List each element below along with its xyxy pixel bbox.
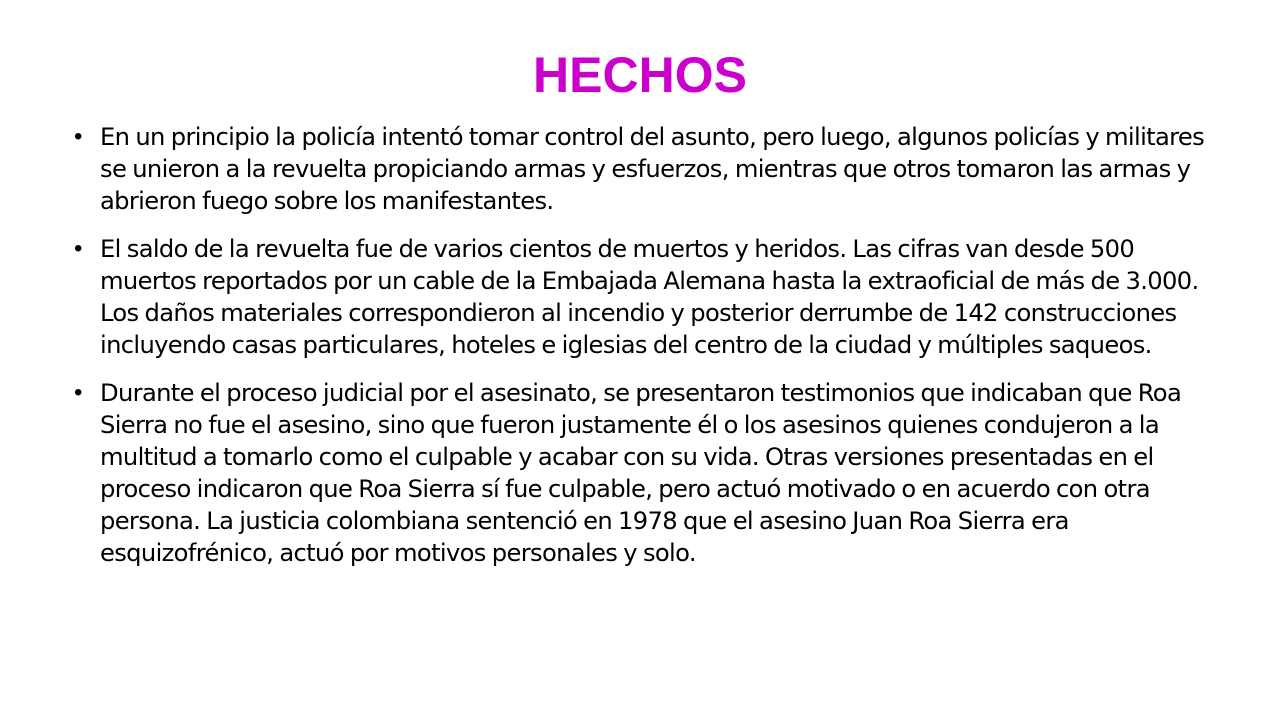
bullet-item (74, 233, 1224, 361)
bullet-item (74, 377, 1224, 569)
bullet-text: En un principio la policía intentó tomar control del asunto, pero luego, algunos policías y militares se unieron a la revuelta propiciando armas y esfuerzos, mientras que otros tomaron las armas y abrieron fuego sobre los manifestantes. (100, 123, 1205, 215)
bullet-dot-icon: • (74, 123, 82, 150)
bullet-list (74, 121, 1224, 585)
bullet-text: Durante el proceso judicial por el asesinato, se presentaron testimonios que indicaban que Roa Sierra no fue el asesino, sino que fueron justamente él o los asesinos quienes condujeron a la multitud a tomarlo como el culpable y acabar con su vida. Otras versiones presentadas en el proceso indicaron que Roa Sierra sí fue culpable, pero actuó motivado o en acuerdo con otra persona. La justicia colombiana sentenció en 1978 que el asesino Juan Roa Sierra era esquizofrénico, actuó por motivos personales y solo. (100, 379, 1182, 567)
bullet-text: El saldo de la revuelta fue de varios cientos de muertos y heridos. Las cifras van desde 500 muertos reportados por un cable de la Embajada Alemana hasta la extraoficial de más de 3.000. Los daños materiales correspondieron al incendio y posterior derrumbe de 142 construcciones incluyendo casas particulares, hoteles e iglesias del centro de la ciudad y múltiples saqueos. (100, 235, 1199, 359)
bullet-dot-icon: • (74, 379, 82, 406)
bullet-item (74, 121, 1224, 217)
slide-title: HECHOS (533, 47, 747, 103)
bullet-dot-icon: • (74, 235, 82, 262)
